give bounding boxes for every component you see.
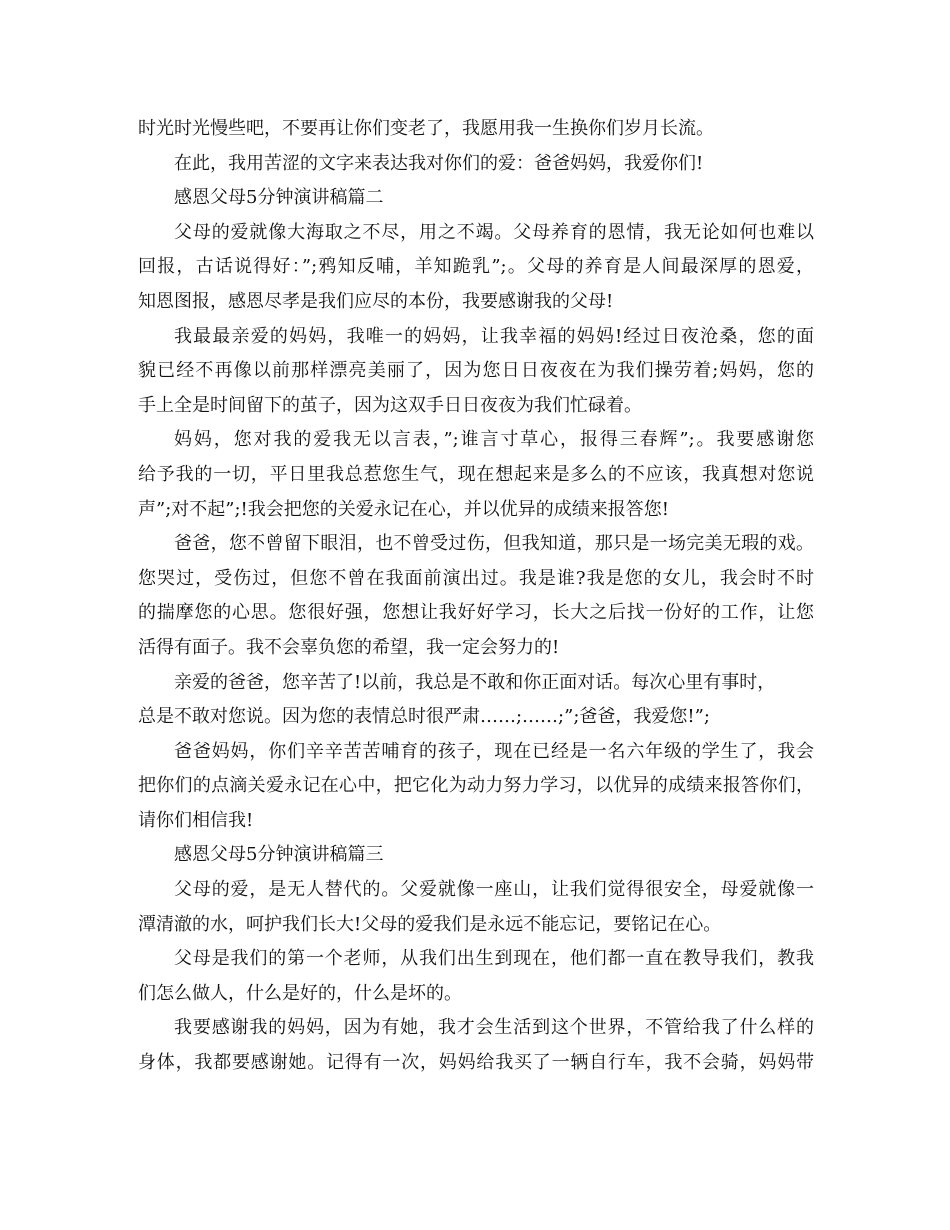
text-line: 的揣摩您的心思。您很好强，您想让我好好学习，长大之后找一份好的工作，让您 (138, 602, 814, 624)
text-line: 我要感谢我的妈妈，因为有她，我才会生活到这个世界，不管给我了什么样的 (174, 1017, 814, 1039)
text-line: 爸爸妈妈，你们辛辛苦苦哺育的孩子，现在已经是一名六年级的学生了，我会 (174, 740, 814, 762)
text-line: 貌已经不再像以前那样漂亮美丽了，因为您日日夜夜在为我们操劳着;妈妈，您的 (138, 360, 814, 382)
text-line: 总是不敢对您说。因为您的表情总时很严肃……;……;”;爸爸，我爱您!”; (138, 706, 710, 728)
text-line: 知恩图报，感恩尽孝是我们应尽的本份，我要感谢我的父母! (138, 290, 614, 312)
text-line: 给予我的一切，平日里我总惹您生气，现在想起来是多么的不应该，我真想对您说 (138, 463, 814, 485)
text-line: 父母是我们的第一个老师，从我们出生到现在，他们都一直在教导我们，教我 (174, 948, 814, 970)
text-line: 父母的爱就像大海取之不尽，用之不竭。父母养育的恩情，我无论如何也难以 (174, 221, 814, 243)
text-line: 身体，我都要感谢她。记得有一次，妈妈给我买了一辆自行车，我不会骑，妈妈带 (138, 1052, 814, 1074)
text-line: 妈妈，您对我的爱我无以言表，”;谁言寸草心，报得三春辉”;。我要感谢您 (174, 429, 814, 451)
text-line: 感恩父母5分钟演讲稿篇三 (174, 844, 384, 866)
text-line: 您哭过，受伤过，但您不曾在我面前演出过。我是谁?我是您的女儿，我会时不时 (138, 567, 814, 589)
text-line: 在此，我用苦涩的文字来表达我对你们的爱：爸爸妈妈，我爱你们! (174, 152, 704, 174)
text-line: 爸爸，您不曾留下眼泪，也不曾受过伤，但我知道，那只是一场完美无瑕的戏。 (174, 533, 814, 555)
text-line: 亲爱的爸爸，您辛苦了!以前，我总是不敢和你正面对话。每次心里有事时， (174, 671, 776, 693)
text-line: 把你们的点滴关爱永记在心中，把它化为动力努力学习，以优异的成绩来报答你们， (138, 775, 814, 797)
document-page (138, 112, 814, 1081)
text-line: 声”;对不起”;!我会把您的关爱永记在心，并以优异的成绩来报答您! (138, 498, 669, 520)
text-line: 手上全是时间留下的茧子，因为这双手日日夜夜为我们忙碌着。 (138, 394, 642, 416)
text-line: 感恩父母5分钟演讲稿篇二 (174, 187, 384, 209)
text-line: 潭清澈的水，呵护我们长大!父母的爱我们是永远不能忘记，要铭记在心。 (138, 913, 722, 935)
text-line: 父母的爱，是无人替代的。父爱就像一座山，让我们觉得很安全，母爱就像一 (174, 879, 814, 901)
text-line: 活得有面子。我不会辜负您的希望，我一定会努力的! (138, 636, 560, 658)
text-line: 回报，古话说得好：”;鸦知反哺，羊知跪乳”;。父母的养育是人间最深厚的恩爱， (138, 256, 814, 278)
text-line: 时光时光慢些吧，不要再让你们变老了，我愿用我一生换你们岁月长流。 (138, 118, 714, 139)
text-line: 我最最亲爱的妈妈，我唯一的妈妈，让我幸福的妈妈!经过日夜沧桑，您的面 (174, 325, 814, 347)
text-line: 请你们相信我! (138, 809, 254, 831)
text-line: 们怎么做人，什么是好的，什么是坏的。 (138, 982, 462, 1004)
